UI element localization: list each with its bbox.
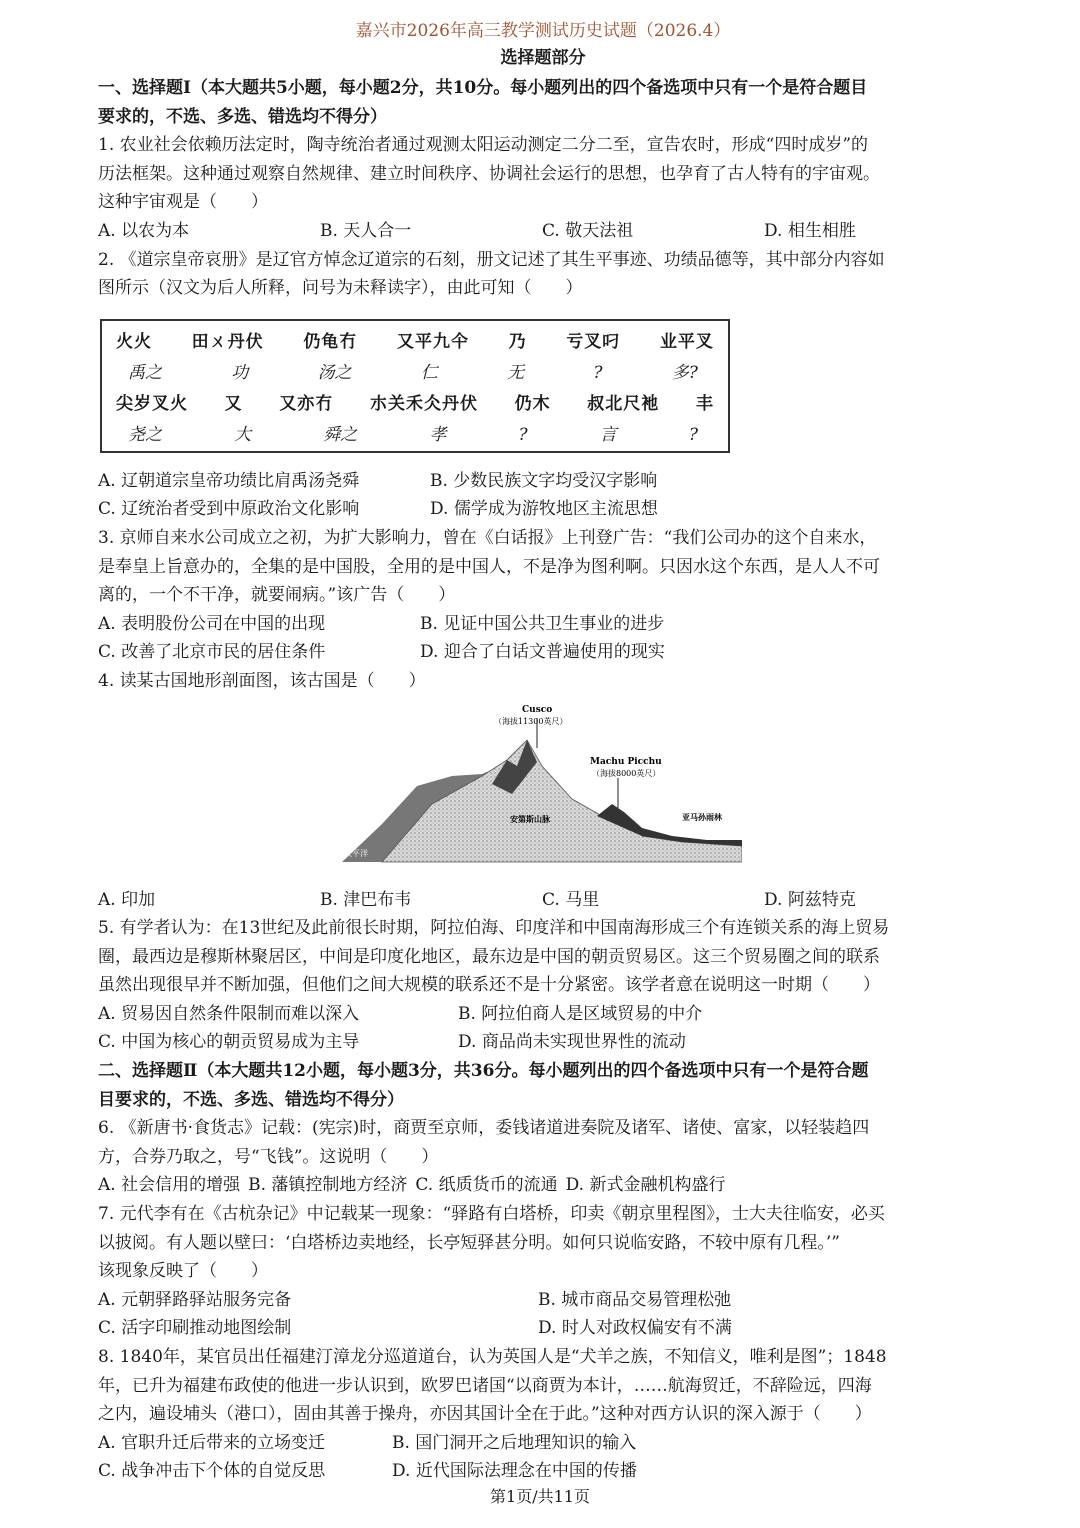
option-b: B. 天人合一: [320, 220, 412, 241]
section1-instructions-cont: 要求的，不选、多选、错选均不得分）: [98, 106, 387, 127]
option-c: C. 中国为核心的朝贡贸易成为主导: [98, 1032, 360, 1053]
answer-options: [98, 610, 988, 639]
han-word: 功: [231, 362, 249, 383]
question-stem: 该现象反映了（ ）: [98, 1261, 268, 1282]
question-stem: 年，已升为福建布政使的他进一步认识到，欧罗巴诸国“以商贾为本计，……航海贸迁，不辞险远，四海: [98, 1375, 872, 1396]
section2-instructions: 二、选择题Ⅱ（本大题共12小题，每小题3分，共36分。每小题列出的四个备选项中只有一个是符合题: [98, 1061, 869, 1082]
question-stem: 5. 有学者认为：在13世纪及此前很长时期，阿拉伯海、印度洋和中国南海形成三个有连锁关系的海上贸易: [98, 918, 890, 939]
han-word: 多?: [671, 362, 698, 383]
question-stem: 圈，最西边是穆斯林聚居区，中间是印度化地区，最东边是中国的朝贡贸易区。这三个贸易圈之间的联系: [98, 946, 880, 967]
question-3: [98, 524, 988, 667]
question-stem: 1. 农业社会依赖历法定时，陶寺统治者通过观测太阳运动测定二分二至，宣告农时，形成“四时成岁”的: [98, 135, 869, 156]
machu-picchu-altitude: （海拔8000英尺）: [592, 768, 661, 778]
han-translation-row: [116, 420, 714, 451]
answer-options: [98, 886, 988, 915]
han-word: 禹之: [128, 362, 162, 383]
question-6: [98, 1114, 988, 1200]
option-a: A. 官职升迁后带来的立场变迁: [98, 1432, 326, 1453]
question-stem: 以披阅。有人题以壁曰：‘白塔桥边卖地经，长亭短驿甚分明。如何只说临安路，不较中原有几程。’”: [98, 1232, 840, 1253]
question-stem: 方，合券乃取之，号“飞钱”。这说明（ ）: [98, 1146, 439, 1167]
han-word: 言: [599, 424, 617, 445]
option-b: B. 津巴布韦: [320, 889, 412, 910]
question-stem: 4. 读某古国地形剖面图，该古国是（ ）: [98, 670, 426, 691]
option-d: D. 新式金融机构盛行: [565, 1175, 726, 1196]
question-stem: 3. 京师自来水公司成立之初，为扩大影响力，曾在《白话报》上刊登广告：“我们公司办的这个自来水，: [98, 527, 877, 548]
question-stem: 图所示（汉文为后人所释，问号为未释读字），由此可知（ ）: [98, 278, 583, 299]
machu-picchu-label: Machu Picchu: [590, 756, 662, 767]
option-a: A. 印加: [98, 889, 156, 910]
khitan-glyph: 仍木: [514, 393, 551, 414]
question-stem: 7. 元代李有在《古杭杂记》中记载某一现象：“驿路有白塔桥，印卖《朝京里程图》，士大夫往临安，必买: [98, 1204, 885, 1225]
khitan-glyph: 田ㄨ丹伏: [191, 331, 264, 352]
option-c: C. 辽统治者受到中原政治文化影响: [98, 499, 360, 520]
option-b: B. 少数民族文字均受汉字影响: [430, 470, 658, 491]
han-word: 舜之: [323, 424, 358, 445]
pacific-label: 太平洋: [344, 848, 368, 858]
section1-instructions: 一、选择题Ⅰ（本大题共5小题，每小题2分，共10分。每小题列出的四个备选项中只有一个是符合题目: [98, 78, 868, 98]
option-d: D. 相生相胜: [764, 220, 856, 241]
option-b: B. 藩镇控制地方经济: [248, 1175, 408, 1196]
han-word: 汤之: [317, 362, 352, 383]
exam-page: [98, 18, 988, 1486]
answer-options: [98, 217, 988, 246]
khitan-inscription-figure: [100, 319, 730, 453]
han-word: 大: [234, 424, 252, 445]
khitan-glyph: 业平叉: [659, 331, 714, 352]
answer-options: [98, 1028, 988, 1057]
han-word: 尧之: [128, 424, 162, 445]
answer-options: [98, 638, 988, 667]
khitan-glyph: 朩关禾仌丹伏: [369, 393, 478, 414]
option-a: A. 以农为本: [98, 220, 190, 241]
khitan-glyph: 乃: [508, 331, 527, 352]
option-b: B. 城市商品交易管理松弛: [538, 1289, 732, 1310]
khitan-glyph: 叔北尺衪: [587, 393, 660, 414]
option-b: B. 国门洞开之后地理知识的输入: [392, 1432, 637, 1453]
option-a: A. 社会信用的增强: [98, 1175, 241, 1196]
exam-title: 嘉兴市2026年高三教学测试历史试题（2026.4）: [355, 21, 731, 41]
answer-options: [98, 1429, 988, 1458]
question-8: [98, 1343, 988, 1486]
khitan-glyph: 又平九仐: [396, 331, 469, 352]
question-1: [98, 131, 988, 245]
option-c: C. 活字印刷推动地图绘制: [98, 1318, 292, 1339]
question-5: [98, 914, 988, 1057]
option-a: A. 贸易因自然条件限制而难以深入: [98, 1003, 360, 1024]
question-stem: 是奉皇上旨意办的，全集的是中国股，全用的是中国人，不是净为图利啊。只因水这个东西，是人人不可: [98, 556, 880, 577]
option-d: D. 迎合了白话文普遍使用的现实: [420, 642, 665, 663]
han-word: 仁: [420, 362, 438, 383]
option-b: B. 见证中国公共卫生事业的进步: [420, 613, 665, 634]
khitan-row: [116, 327, 714, 358]
question-stem: 这种宇宙观是（ ）: [98, 192, 268, 213]
khitan-row: [116, 389, 714, 420]
han-word: ?: [593, 362, 603, 383]
option-d: D. 近代国际法理念在中国的传播: [392, 1461, 637, 1482]
option-a: A. 辽朝道宗皇帝功绩比肩禹汤尧舜: [98, 470, 360, 491]
khitan-glyph: 尖岁叉火: [116, 393, 188, 414]
khitan-glyph: 火火: [116, 331, 152, 352]
option-d: D. 阿兹特克: [764, 889, 856, 910]
han-word: 无: [507, 362, 525, 383]
section-heading: 选择题部分: [500, 48, 586, 68]
answer-options: [98, 1457, 988, 1486]
option-a: A. 元朝驿路驿站服务完备: [98, 1289, 292, 1310]
option-c: C. 战争冲击下个体的自觉反思: [98, 1461, 326, 1482]
answer-options: [98, 1286, 988, 1315]
khitan-glyph: 仍龟冇: [303, 331, 358, 352]
amazon-label: 亚马孙雨林: [682, 811, 722, 822]
question-stem: 离的，一个不干净，就要闹病。”该广告（ ）: [98, 585, 456, 606]
khitan-glyph: 亏叉叼: [566, 331, 621, 352]
option-c: C. 改善了北京市民的居住条件: [98, 642, 326, 663]
option-d: D. 时人对政权偏安有不满: [538, 1318, 732, 1339]
answer-options: [98, 467, 988, 496]
option-c: C. 敬天法祖: [542, 220, 634, 241]
option-b: B. 阿拉伯商人是区域贸易的中介: [458, 1003, 703, 1024]
option-a: A. 表明股份公司在中国的出现: [98, 613, 326, 634]
answer-options: [98, 495, 988, 524]
page-number: 第1页/共11页: [490, 1487, 590, 1506]
cusco-label: Cusco: [522, 704, 553, 715]
question-stem: 2. 《道宗皇帝哀册》是辽官方悼念辽道宗的石刻，册文记述了其生平事迹、功绩品德等，其中部分内容如: [98, 249, 885, 270]
question-stem: 虽然出现很早并不断加强，但他们之间大规模的联系还不是十分紧密。该学者意在说明这一时期（ ）: [98, 975, 880, 996]
han-word: ?: [688, 424, 698, 445]
khitan-glyph: 丰: [695, 393, 714, 414]
terrain-profile-figure: [342, 704, 742, 882]
question-stem: 8. 1840年，某官员出任福建汀漳龙分巡道道台，认为英国人是“犬羊之族，不知信义，唯利是图”；1848: [98, 1347, 887, 1367]
han-word: ?: [518, 424, 528, 445]
option-c: C. 纸质货币的流通: [415, 1175, 558, 1196]
han-translation-row: [116, 358, 714, 389]
option-c: C. 马里: [542, 889, 600, 910]
question-stem: 之内，遍设埔头（港口），固由其善于操舟，亦因其国计全在于此。”这种对西方认识的深入源于（ ）: [98, 1404, 872, 1425]
option-d: D. 商品尚未实现世界性的流动: [458, 1032, 686, 1053]
section2-instructions-cont: 目要求的，不选、多选、错选均不得分）: [98, 1089, 404, 1110]
andes-label: 安第斯山脉: [510, 813, 550, 824]
han-word: 孝: [429, 424, 447, 445]
answer-options: [98, 1171, 988, 1200]
cusco-altitude: （海拔11300英尺）: [494, 716, 568, 726]
question-4: [98, 667, 988, 914]
answer-options: [98, 1000, 988, 1029]
question-7: [98, 1200, 988, 1343]
question-stem: 历法框架。这种通过观察自然规律、建立时间秩序、协调社会运行的思想，也孕育了古人特有的宇宙观。: [98, 163, 880, 184]
question-2: [98, 246, 988, 524]
khitan-glyph: 又: [224, 393, 243, 414]
answer-options: [98, 1314, 988, 1343]
option-d: D. 儒学成为游牧地区主流思想: [430, 499, 658, 520]
question-stem: 6. 《新唐书·食货志》记载：(宪宗)时，商贾至京师，委钱诸道进奏院及诸军、诸使、富家，以轻装趋四: [98, 1118, 870, 1139]
khitan-glyph: 又亦冇: [279, 393, 334, 414]
